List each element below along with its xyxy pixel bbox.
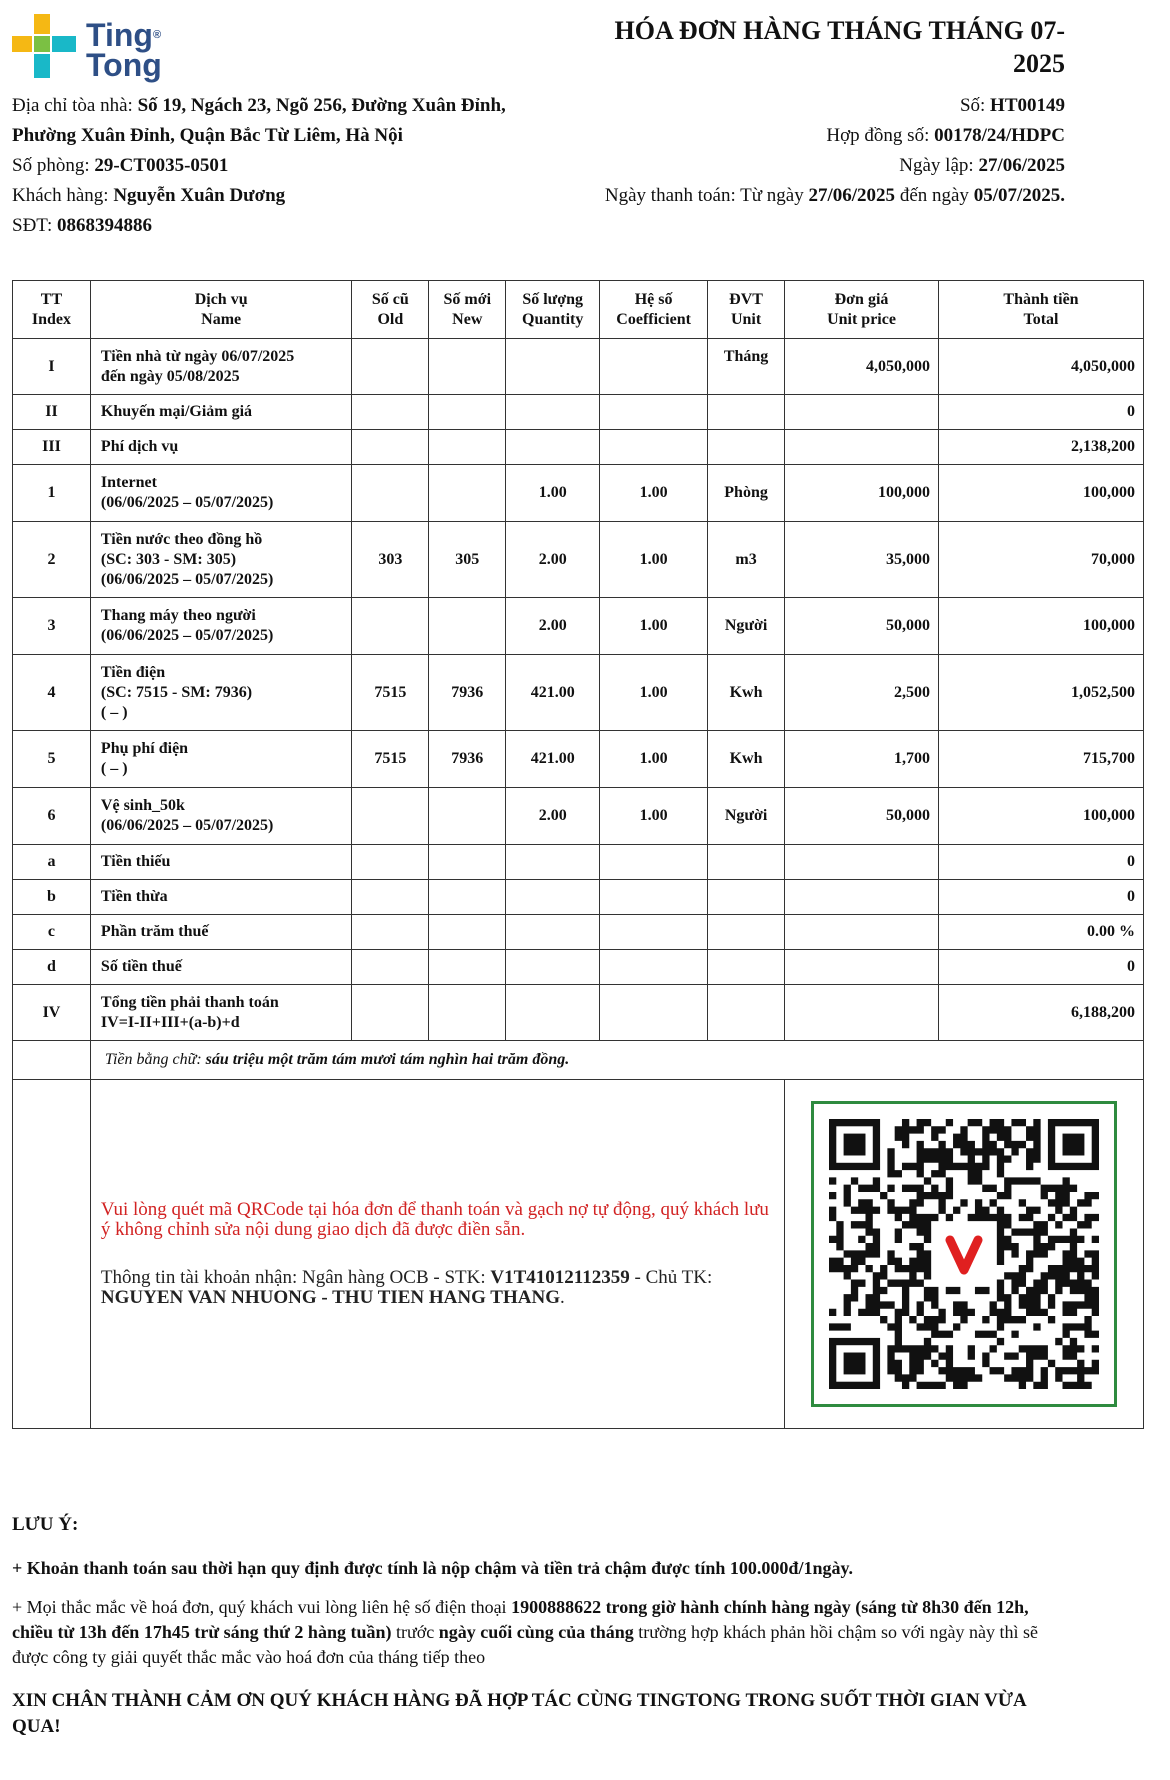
unit-cell: Kwh [708,731,785,788]
service-name-line: Tiền thừa [100,888,168,905]
unit-cell [708,395,785,430]
coefficient-cell [600,430,708,465]
new-reading-cell: 305 [429,522,506,598]
service-name-cell [90,522,351,598]
payment-period-to: 05/07/2025. [973,185,1065,206]
coefficient-cell [600,395,708,430]
old-reading-cell [352,339,429,395]
payment-instruction-text: Vui lòng quét mã QRCode tại hóa đơn để thanh toán và gạch nợ tự động, quý khách lưu ý không chỉnh sửa nội dung giao dịch đã được điền sẵn. [100,1199,769,1240]
unit-cell [708,950,785,985]
table-header-row [13,281,1144,339]
total-cell: 2,138,200 [938,430,1143,465]
amount-in-words-value: sáu triệu một trăm tám mươi tám nghìn hai trăm đồng. [205,1051,570,1068]
new-reading-cell [429,788,506,845]
total-cell: 100,000 [938,598,1143,655]
column-header-en: Unit [730,310,762,328]
tingtong-cross-icon [12,14,78,80]
column-header-vi: Số cũ [371,290,409,308]
quantity-cell [506,985,600,1041]
payment-period-label: Ngày thanh toán: Từ ngày [604,185,809,206]
payment-period-mid: đến ngày [895,185,974,206]
unit-price-cell [785,985,939,1041]
service-name-line: (06/06/2025 – 05/07/2025) [100,817,274,834]
new-reading-cell [429,465,506,522]
unit-price-cell [785,845,939,880]
address-line1 [12,94,506,118]
quantity-cell [506,915,600,950]
table-row [13,430,1144,465]
coefficient-cell [600,339,708,395]
table-row [13,522,1144,598]
amount-in-words-row [13,1041,1144,1080]
new-reading-cell: 7936 [429,731,506,788]
total-cell: 6,188,200 [938,985,1143,1041]
service-name-line: Thang máy theo người [100,607,256,624]
old-reading-cell [352,915,429,950]
service-name-line: (06/06/2025 – 05/07/2025) [100,570,274,588]
service-name-line: đến ngày 05/08/2025 [100,367,240,385]
invoice-number-value: HT00149 [990,95,1065,116]
amount-in-words-empty-cell [13,1041,91,1080]
new-reading-cell [429,915,506,950]
invoice-title [545,14,1065,80]
unit-price-cell: 2,500 [785,655,939,731]
old-reading-cell [352,950,429,985]
old-reading-cell [352,598,429,655]
column-header-vi: Số lượng [522,290,584,308]
index-cell: II [13,395,91,430]
column-header-vi: Đơn giá [834,290,889,308]
customer-label: Khách hàng: [12,185,114,206]
customer-value: Nguyễn Xuân Dương [113,185,286,206]
old-reading-cell: 7515 [352,731,429,788]
column-header-en: Index [31,310,72,328]
table-row [13,655,1144,731]
invoice-table [12,280,1144,1429]
quantity-cell: 421.00 [506,655,600,731]
coefficient-cell [600,845,708,880]
phone-line [12,214,152,238]
notes-heading: LƯU Ý: [12,1514,79,1535]
address-value: Số 19, Ngách 23, Ngõ 256, Đường Xuân Đỉnh, [137,95,506,116]
service-name-cell [90,655,351,731]
address-value-2: Phường Xuân Đỉnh, Quận Bắc Từ Liêm, Hà Nội [12,125,403,146]
total-cell: 1,052,500 [938,655,1143,731]
payment-period-line [605,184,1065,208]
old-reading-cell: 303 [352,522,429,598]
coefficient-cell: 1.00 [600,788,708,845]
new-reading-cell: 7936 [429,655,506,731]
service-name-cell [90,915,351,950]
qr-finder-pattern [1052,1123,1096,1167]
unit-cell: Kwh [708,655,785,731]
total-cell: 4,050,000 [938,339,1143,395]
address-label: Địa chỉ tòa nhà: [12,95,138,116]
table-row [13,395,1144,430]
unit-cell [708,915,785,950]
unit-price-cell: 4,050,000 [785,339,939,395]
index-cell: IV [13,985,91,1041]
quantity-cell: 2.00 [506,788,600,845]
service-name-line: Tiền thiếu [100,853,171,870]
unit-price-cell [785,950,939,985]
total-cell: 0 [938,395,1143,430]
invoice-number-line [960,94,1065,118]
new-reading-cell [429,845,506,880]
unit-cell: Người [708,598,785,655]
old-reading-cell [352,465,429,522]
service-name-line: Tổng tiền phải thanh toán [100,993,279,1011]
column-header-en: Total [1023,310,1059,328]
service-name-line: Tiền nước theo đồng hồ [100,530,263,548]
unit-cell: m3 [708,522,785,598]
service-name-cell [90,598,351,655]
service-name-cell [90,395,351,430]
unit-price-cell [785,880,939,915]
service-name-line: Số tiền thuế [100,958,182,975]
service-name-cell [90,950,351,985]
coefficient-cell: 1.00 [600,598,708,655]
old-reading-cell [352,845,429,880]
total-cell: 715,700 [938,731,1143,788]
quantity-cell [506,430,600,465]
invoice-number-label: Số: [959,95,991,116]
customer-line [12,184,285,208]
old-reading-cell [352,788,429,845]
index-cell: d [13,950,91,985]
tingtong-logo [12,12,172,82]
note2-part-b: 1900888622 trong giờ hành chính hàng ngày (sáng từ 8h30 đến 12h, chiều từ 13h đến 17h45 trừ sáng thứ 2 hàng tuần) [12,1597,1029,1642]
table-row [13,880,1144,915]
column-header-en: Quantity [522,310,584,328]
column-header [429,281,506,339]
service-name-cell [90,880,351,915]
note2-part-d: ngày cuối cùng của tháng [438,1622,634,1642]
note-late-payment [12,1556,1052,1581]
service-name-line: (06/06/2025 – 05/07/2025) [100,494,274,511]
column-header [90,281,351,339]
table-row [13,915,1144,950]
service-name-line: Tiền điện [100,663,166,681]
invoice-title-line2: 2025 [1013,49,1065,78]
service-name-cell [90,845,351,880]
note-inquiries [12,1595,1052,1670]
column-header-vi: ĐVT [729,290,763,308]
service-name-line: ( – ) [100,760,128,777]
new-reading-cell [429,598,506,655]
index-cell: c [13,915,91,950]
column-header [708,281,785,339]
service-name-line: Phí dịch vụ [100,438,179,455]
new-reading-cell [429,395,506,430]
amount-in-words-cell [90,1041,1143,1080]
coefficient-cell: 1.00 [600,655,708,731]
account-prefix: Thông tin tài khoản nhận: Ngân hàng OCB - STK: [100,1267,491,1288]
logo-line1: Ting [86,17,153,53]
index-cell: b [13,880,91,915]
unit-cell [708,845,785,880]
room-value: 29-CT0035-0501 [94,155,229,176]
contract-line [826,124,1065,148]
quantity-cell [506,395,600,430]
column-header-vi: Số mới [443,290,492,308]
unit-cell [708,430,785,465]
note1-text: + Khoản thanh toán sau thời hạn quy định được tính là nộp chậm và tiền trả chậm được tính 100.000đ/1ngày. [12,1558,853,1578]
coefficient-cell [600,880,708,915]
column-header-en: Unit price [827,310,896,328]
service-name-line: IV=I-II+III+(a-b)+d [100,1013,240,1031]
quantity-cell: 1.00 [506,465,600,522]
coefficient-cell: 1.00 [600,522,708,598]
contract-label: Hợp đồng số: [826,125,935,146]
index-cell: a [13,845,91,880]
payment-account-info [101,1268,774,1308]
qr-modules [829,1119,1099,1389]
created-date-line [899,154,1065,178]
column-header [13,281,91,339]
column-header [785,281,939,339]
thank-you-message: XIN CHÂN THÀNH CẢM ƠN QUÝ KHÁCH HÀNG ĐÃ HỢP TÁC CÙNG TINGTONG TRONG SUỐT THỜI GIAN VỪA QUA! [12,1690,1026,1737]
phone-label: SĐT: [12,215,57,236]
quantity-cell: 421.00 [506,731,600,788]
service-name-cell [90,985,351,1041]
total-cell: 0 [938,950,1143,985]
account-holder: NGUYEN VAN NHUONG - THU TIEN HANG THANG [100,1287,560,1308]
new-reading-cell [429,950,506,985]
table-row [13,985,1144,1041]
index-cell: I [13,339,91,395]
created-date-value: 27/06/2025 [978,155,1065,176]
unit-price-cell: 1,700 [785,731,939,788]
old-reading-cell [352,880,429,915]
quantity-cell [506,339,600,395]
address-line2 [12,124,403,148]
quantity-cell [506,845,600,880]
column-header-vi: Dịch vụ [194,290,248,308]
payment-empty-cell [13,1080,91,1429]
index-cell: 1 [13,465,91,522]
account-mid: - Chủ TK: [629,1267,713,1288]
new-reading-cell [429,430,506,465]
index-cell: 3 [13,598,91,655]
service-name-cell [90,731,351,788]
index-cell: 5 [13,731,91,788]
phone-value: 0868394886 [56,215,152,236]
note2-part-c: trước [391,1622,439,1642]
table-row [13,845,1144,880]
service-name-cell [90,465,351,522]
old-reading-cell [352,985,429,1041]
qr-code-cell [785,1080,1144,1429]
qr-code-icon[interactable] [829,1119,1099,1389]
created-date-label: Ngày lập: [899,155,979,176]
coefficient-cell [600,985,708,1041]
total-cell: 0 [938,845,1143,880]
column-header-vi: TT [40,290,63,308]
column-header-en: Name [201,310,242,328]
old-reading-cell [352,395,429,430]
index-cell: 2 [13,522,91,598]
index-cell: 4 [13,655,91,731]
amount-in-words-label: Tiền bằng chữ: [104,1051,206,1068]
service-name-line: Phần trăm thuế [100,923,209,940]
column-header-en: Coefficient [616,310,691,328]
qr-center-logo-icon [950,1240,978,1270]
quantity-cell: 2.00 [506,522,600,598]
coefficient-cell [600,950,708,985]
index-cell: III [13,430,91,465]
total-cell: 70,000 [938,522,1143,598]
unit-price-cell: 50,000 [785,788,939,845]
coefficient-cell [600,915,708,950]
coefficient-cell: 1.00 [600,731,708,788]
unit-cell [708,880,785,915]
table-row [13,465,1144,522]
invoice-title-line1: HÓA ĐƠN HÀNG THÁNG THÁNG 07- [614,16,1065,45]
column-header [600,281,708,339]
room-label: Số phòng: [12,155,95,176]
account-number: V1T41012112359 [490,1267,630,1288]
column-header-vi: Thành tiền [1003,290,1079,308]
service-name-cell [90,788,351,845]
new-reading-cell [429,985,506,1041]
service-name-line: (06/06/2025 – 05/07/2025) [100,627,274,644]
service-name-line: (SC: 303 - SM: 305) [100,550,237,568]
unit-price-cell [785,915,939,950]
unit-cell: Phòng [708,465,785,522]
qr-finder-pattern [833,1123,877,1167]
table-body [13,339,1144,1041]
unit-price-cell: 100,000 [785,465,939,522]
service-name-line: Khuyến mại/Giảm giá [100,403,253,420]
payment-period-from: 27/06/2025 [808,185,896,206]
table-row [13,731,1144,788]
unit-cell: Người [708,788,785,845]
account-end: . [559,1287,565,1308]
column-header-en: New [452,310,483,328]
unit-price-cell [785,430,939,465]
new-reading-cell [429,339,506,395]
old-reading-cell: 7515 [352,655,429,731]
coefficient-cell: 1.00 [600,465,708,522]
quantity-cell [506,880,600,915]
column-header [938,281,1143,339]
service-name-line: ( – ) [100,703,128,721]
table-row [13,788,1144,845]
total-cell: 100,000 [938,465,1143,522]
total-cell: 0.00 % [938,915,1143,950]
room-line [12,154,228,178]
service-name-cell [90,430,351,465]
service-name-line: Vệ sinh_50k [100,797,185,814]
unit-cell: Tháng [708,339,785,395]
service-name-line: Internet [100,474,157,491]
unit-price-cell: 35,000 [785,522,939,598]
table-row [13,339,1144,395]
unit-cell [708,985,785,1041]
table-row [13,950,1144,985]
note2-part-a: + Mọi thắc mắc về hoá đơn, quý khách vui lòng liên hệ số điện thoại [12,1597,512,1617]
column-header-vi: Hệ số [634,290,673,308]
contract-value: 00178/24/HDPC [934,125,1065,146]
payment-row [13,1080,1144,1429]
unit-price-cell [785,395,939,430]
old-reading-cell [352,430,429,465]
column-header-en: Old [377,310,404,328]
service-name-line: Phụ phí điện [100,740,189,757]
total-cell: 0 [938,880,1143,915]
logo-wordmark: Ting® Tong [86,17,162,83]
note2-part-e: trường hợp khách phản hồi chậm so với ngày này thì sẽ được công ty giải quyết thắc mắc vào hoá đơn của tháng tiếp theo [12,1622,1039,1667]
qr-finder-pattern [833,1342,877,1386]
column-header [506,281,600,339]
total-cell: 100,000 [938,788,1143,845]
index-cell: 6 [13,788,91,845]
logo-line2: Tong [86,47,162,83]
payment-instructions-cell [90,1080,784,1429]
service-name-cell [90,339,351,395]
quantity-cell [506,950,600,985]
column-header [352,281,429,339]
table-row [13,598,1144,655]
service-name-line: (SC: 7515 - SM: 7936) [100,683,253,701]
service-name-line: Tiền nhà từ ngày 06/07/2025 [100,347,295,365]
unit-price-cell: 50,000 [785,598,939,655]
quantity-cell: 2.00 [506,598,600,655]
new-reading-cell [429,880,506,915]
qr-code-frame[interactable] [811,1101,1117,1407]
